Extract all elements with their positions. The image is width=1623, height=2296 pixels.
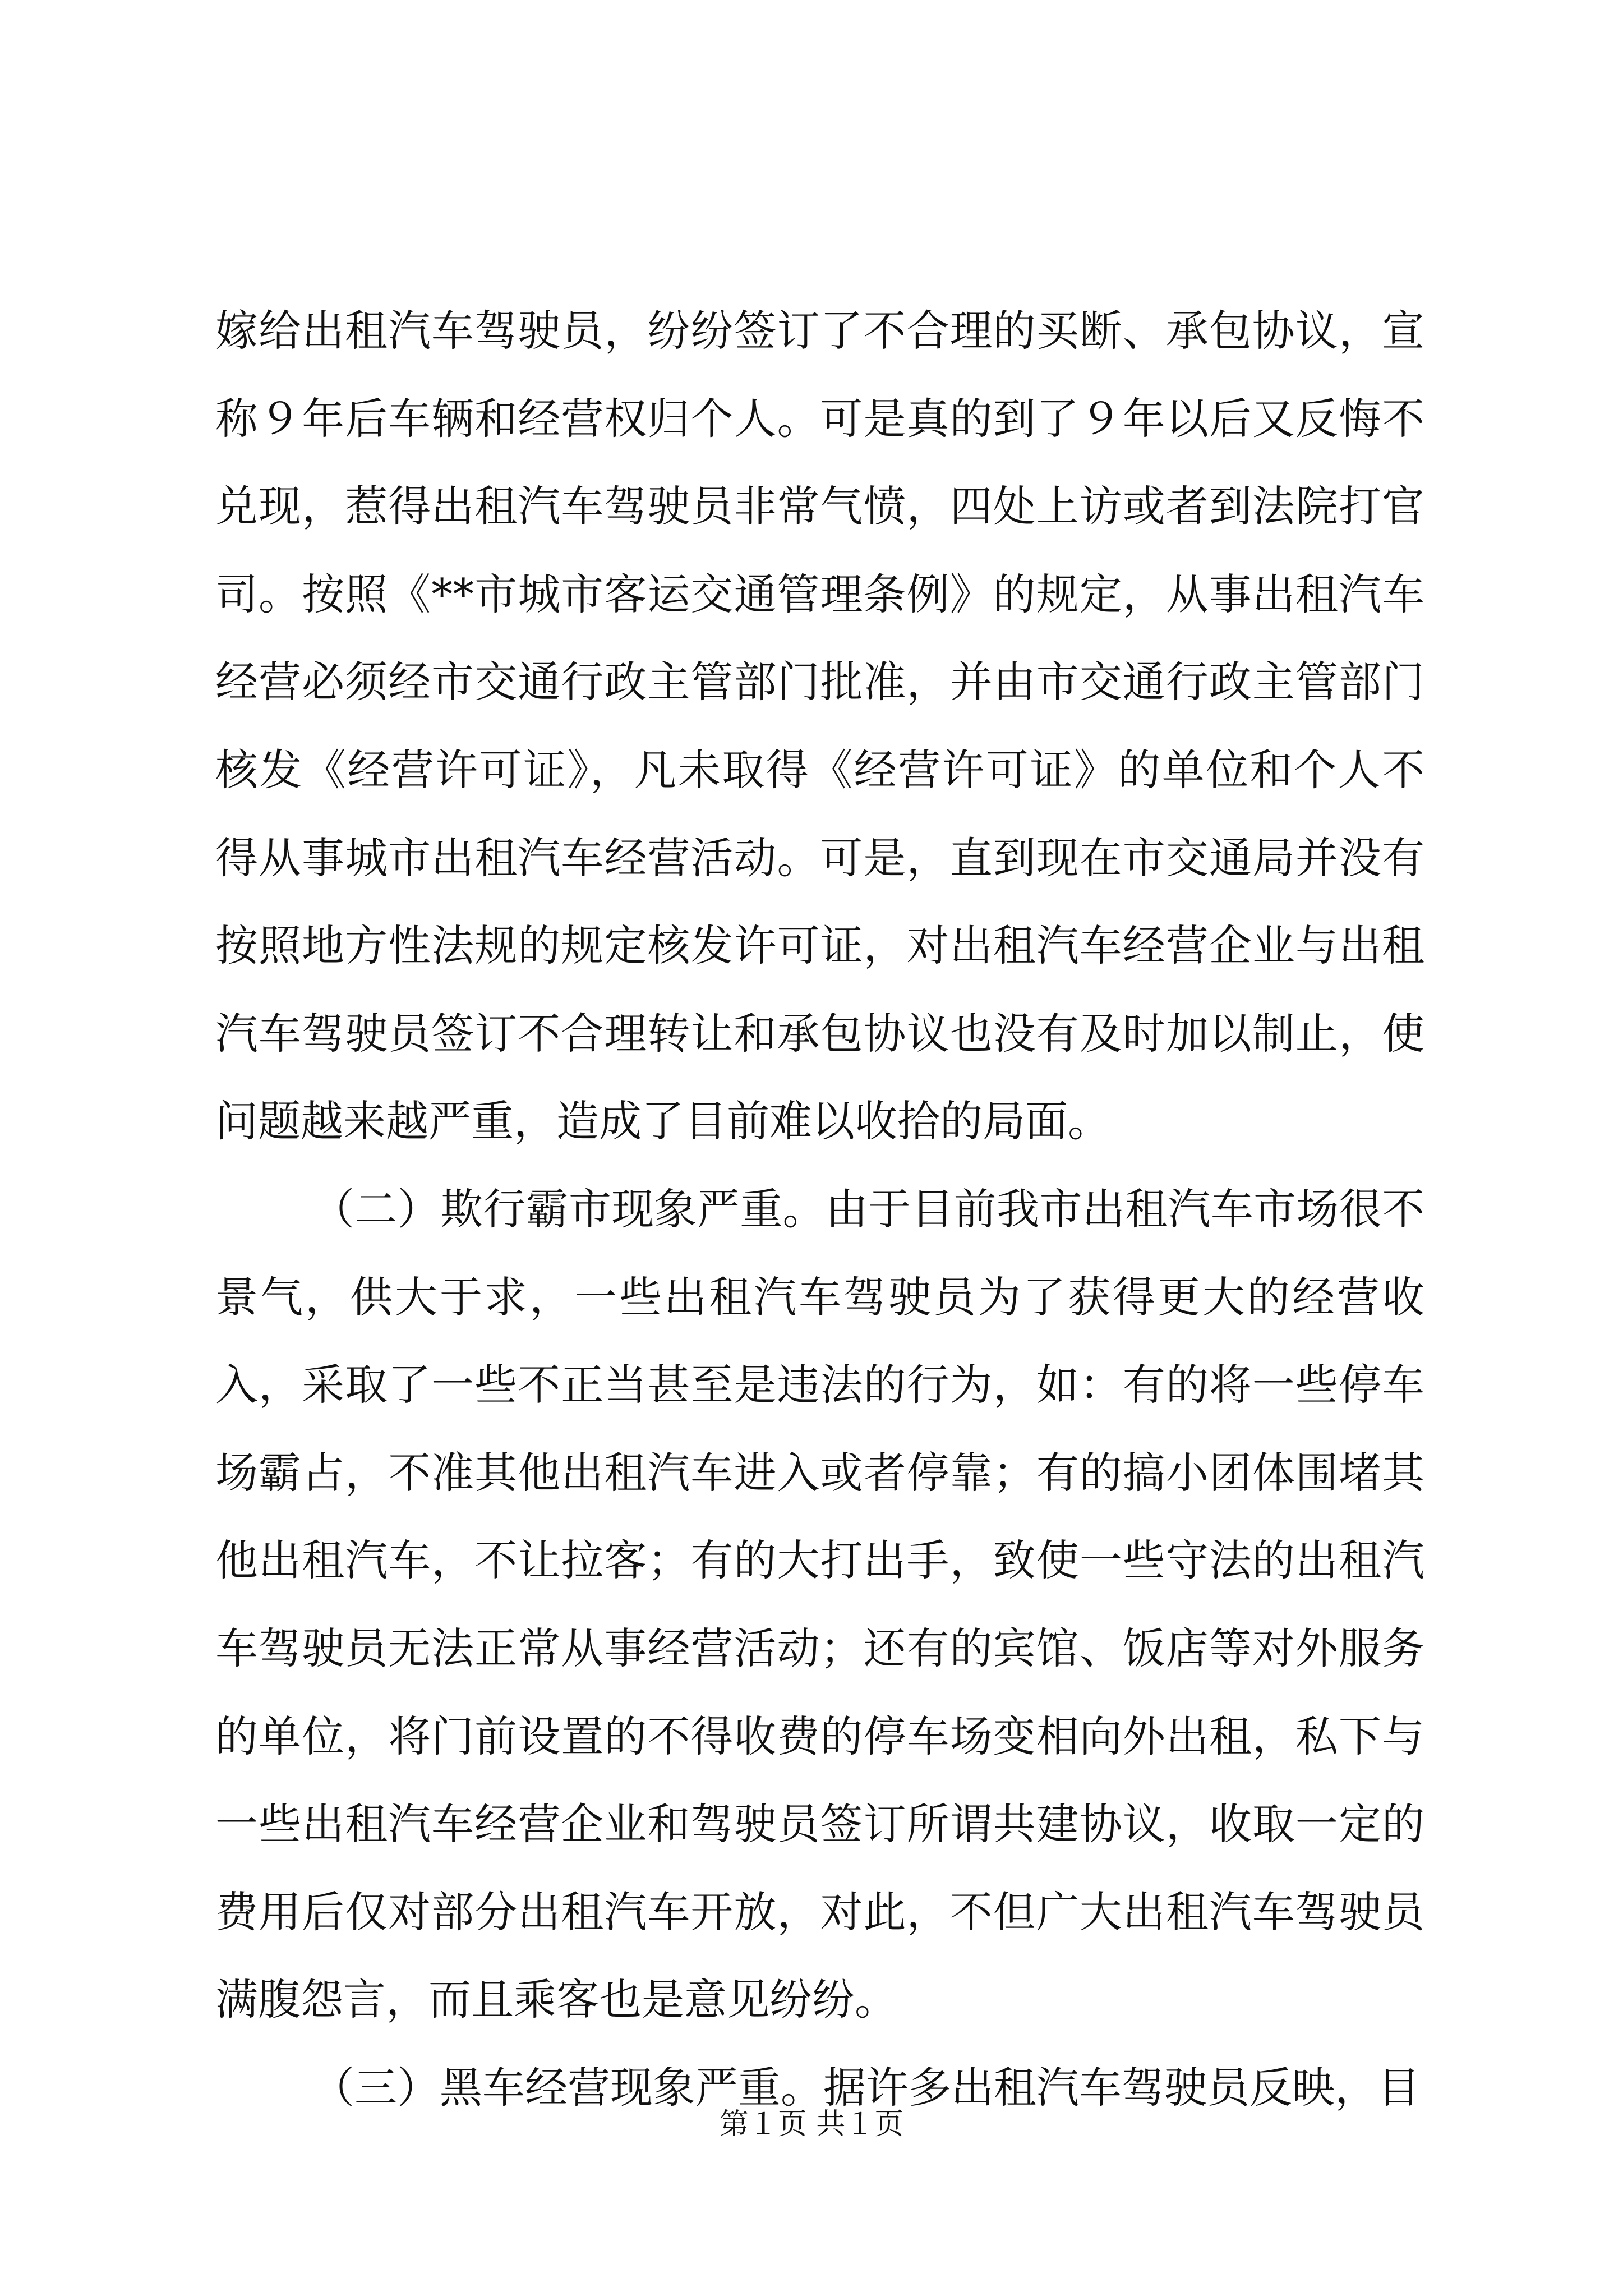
document-body — [215, 287, 1424, 2132]
page-footer: 第１页 共１页 — [719, 2108, 904, 2141]
paragraph-continued: 嫁给出租汽车驾驶员，纷纷签订了不合理的买断、承包协议，宣称９年后车辆和经营权归个人。可是真的到了９年以后又反悔不兑现，惹得出租汽车驾驶员非常气愤，四处上访或者到法院打官司。按照《**市城市客运交通管理条例》的规定，从事出租汽车经营必须经市交通行政主管部门批准，并由市交通行政主管部门核发《经营许可证》，凡未取得《经营许可证》的单位和个人不得从事城市出租汽车经营活动。可是，直到现在市交通局并没有按照地方性法规的规定核发许可证，对出租汽车经营企业与出租汽车驾驶员签订不合理转让和承包协议也没有及时加以制止，使问题越来越严重，造成了目前难以收拾的局面。 — [215, 306, 1424, 1147]
paragraph-section-three: （三）黑车经营现象严重。据许多出租汽车驾驶员反映，目 — [312, 2062, 1420, 2113]
paragraph-section-two: （二）欺行霸市现象严重。由于目前我市出租汽车市场很不景气，供大于求，一些出租汽车驾驶员为了获得更大的经营收入，采取了一些不正当甚至是违法的行为，如：有的将一些停车场霸占，不准其他出租汽车进入或者停靠；有的搞小团体围堵其他出租汽车，不让拉客；有的大打出手，致使一些守法的出租汽车驾驶员无法正常从事经营活动；还有的宾馆、饭店等对外服务的单位，将门前设置的不得收费的停车场变相向外出租，私下与一些出租汽车经营企业和驾驶员签订所谓共建协议，收取一定的费用后仅对部分出租汽车开放，对此，不但广大出租汽车驾驶员满腹怨言，而且乘客也是意见纷纷。 — [215, 1184, 1424, 2025]
